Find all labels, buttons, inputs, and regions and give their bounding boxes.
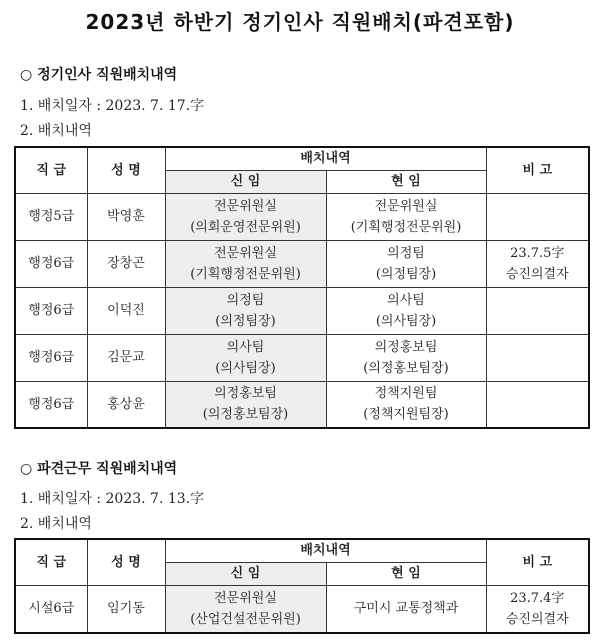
grade-cell: 행정5급 bbox=[15, 193, 87, 240]
name-cell: 박영훈 bbox=[87, 193, 165, 240]
current-assignment-cell: 의사팀 (의사팀장) bbox=[326, 287, 486, 334]
grade-cell: 행정6급 bbox=[15, 240, 87, 287]
regular-assignment-table bbox=[14, 146, 590, 429]
section1-heading: ○ 정기인사 직원배치내역 bbox=[20, 67, 178, 83]
note-cell bbox=[486, 193, 589, 240]
header-new: 신 임 bbox=[165, 170, 326, 193]
new-assignment-cell: 의정홍보팀 (의정홍보팀장) bbox=[165, 381, 326, 428]
header-note: 비 고 bbox=[486, 539, 589, 585]
header-grade: 직 급 bbox=[15, 147, 87, 193]
header-name: 성 명 bbox=[87, 539, 165, 585]
note-cell bbox=[486, 334, 589, 381]
name-cell: 장창곤 bbox=[87, 240, 165, 287]
new-assignment-cell: 의정팀 (의정팀장) bbox=[165, 287, 326, 334]
grade-cell: 시설6급 bbox=[15, 585, 87, 633]
header-assignment: 배치내역 bbox=[165, 539, 486, 562]
header-current: 현 임 bbox=[326, 562, 486, 585]
grade-cell: 행정6급 bbox=[15, 334, 87, 381]
table-row bbox=[15, 381, 589, 428]
new-assignment-cell: 전문위원실 (산업건설전문위원) bbox=[165, 585, 326, 633]
document-title: 2023년 하반기 정기인사 직원배치(파견포함) bbox=[85, 10, 515, 34]
new-assignment-cell: 의사팀 (의사팀장) bbox=[165, 334, 326, 381]
header-grade: 직 급 bbox=[15, 539, 87, 585]
note-cell: 23.7.5字 승진의결자 bbox=[486, 240, 589, 287]
section2-content-line: 2. 배치내역 bbox=[20, 516, 92, 532]
name-cell: 임기동 bbox=[87, 585, 165, 633]
new-assignment-cell: 전문위원실 (기획행정전문위원) bbox=[165, 240, 326, 287]
note-cell bbox=[486, 381, 589, 428]
table-row bbox=[15, 334, 589, 381]
header-note: 비 고 bbox=[486, 147, 589, 193]
header-new: 신 임 bbox=[165, 562, 326, 585]
section2-date-line: 1. 배치일자 : 2023. 7. 13.字 bbox=[20, 491, 205, 507]
name-cell: 김문교 bbox=[87, 334, 165, 381]
current-assignment-cell: 의정팀 (의정팀장) bbox=[326, 240, 486, 287]
grade-cell: 행정6급 bbox=[15, 381, 87, 428]
header-current: 현 임 bbox=[326, 170, 486, 193]
table-row bbox=[15, 585, 589, 633]
name-cell: 이덕진 bbox=[87, 287, 165, 334]
grade-cell: 행정6급 bbox=[15, 287, 87, 334]
note-cell: 23.7.4字 승진의결자 bbox=[486, 585, 589, 633]
header-assignment: 배치내역 bbox=[165, 147, 486, 170]
header-name: 성 명 bbox=[87, 147, 165, 193]
dispatch-assignment-table bbox=[14, 538, 590, 634]
current-assignment-cell: 정책지원팀 (정책지원팀장) bbox=[326, 381, 486, 428]
table-row bbox=[15, 193, 589, 240]
section1-date-line: 1. 배치일자 : 2023. 7. 17.字 bbox=[20, 98, 205, 114]
current-assignment-cell: 구미시 교통정책과 bbox=[326, 585, 486, 633]
table-row bbox=[15, 287, 589, 334]
section2-heading: ○ 파견근무 직원배치내역 bbox=[20, 461, 178, 477]
current-assignment-cell: 전문위원실 (기획행정전문위원) bbox=[326, 193, 486, 240]
section1-content-line: 2. 배치내역 bbox=[20, 123, 92, 139]
table-row bbox=[15, 240, 589, 287]
new-assignment-cell: 전문위원실 (의회운영전문위원) bbox=[165, 193, 326, 240]
note-cell bbox=[486, 287, 589, 334]
current-assignment-cell: 의정홍보팀 (의정홍보팀장) bbox=[326, 334, 486, 381]
name-cell: 홍상윤 bbox=[87, 381, 165, 428]
